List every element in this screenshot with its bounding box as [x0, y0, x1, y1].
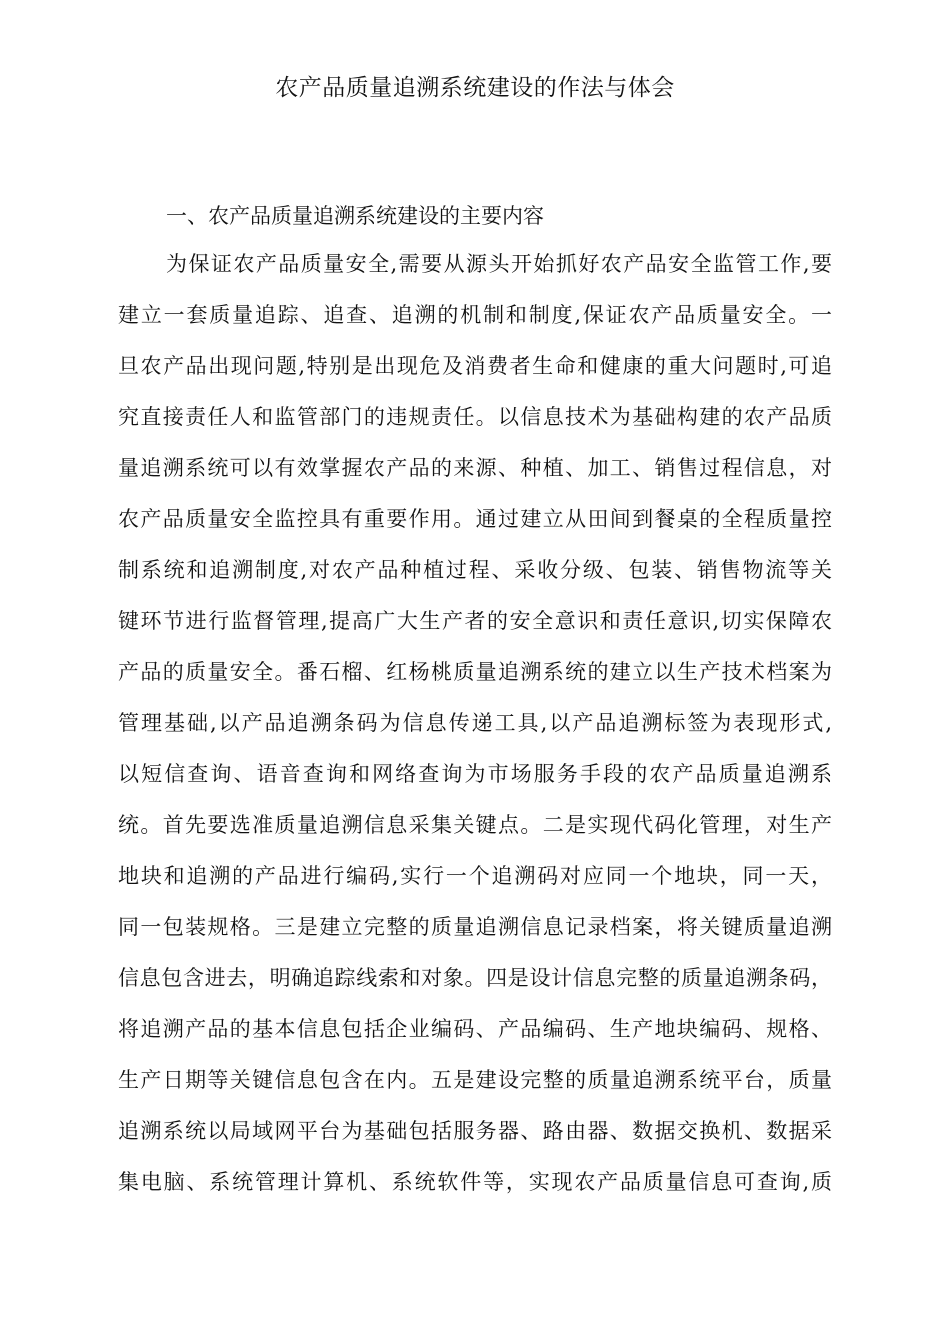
document-title: 农产品质量追溯系统建设的作法与体会 [275, 75, 675, 101]
section-heading: 一、农产品质量追溯系统建设的主要内容 [166, 204, 544, 228]
text-line: 产品的质量安全。番石榴、红杨桃质量追溯系统的建立以生产技术档案为 [118, 660, 832, 684]
text-line: 农产品质量安全监控具有重要作用。通过建立从田间到餐桌的全程质量控 [118, 507, 832, 531]
text-line: 为保证农产品质量安全,需要从源头开始抓好农产品安全监管工作,要 [166, 252, 832, 276]
text-line: 集电脑、系统管理计算机、系统软件等，实现农产品质量信息可查询,质 [118, 1170, 832, 1194]
text-line: 生产日期等关键信息包含在内。五是建设完整的质量追溯系统平台，质量 [118, 1068, 832, 1092]
text-line: 制系统和追溯制度,对农产品种植过程、采收分级、包装、销售物流等关 [118, 558, 832, 582]
text-line: 地块和追溯的产品进行编码,实行一个追溯码对应同一个地块，同一天， [118, 864, 832, 888]
text-line: 将追溯产品的基本信息包括企业编码、产品编码、生产地块编码、规格、 [118, 1017, 832, 1041]
text-line: 追溯系统以局域网平台为基础包括服务器、路由器、数据交换机、数据采 [118, 1119, 832, 1143]
body-paragraph [118, 246, 832, 1215]
text-line: 键环节进行监督管理,提高广大生产者的安全意识和责任意识,切实保障农 [118, 609, 832, 633]
text-line: 同一包装规格。三是建立完整的质量追溯信息记录档案，将关键质量追溯 [118, 915, 832, 939]
text-line: 量追溯系统可以有效掌握农产品的来源、种植、加工、销售过程信息，对 [118, 456, 832, 480]
text-line: 以短信查询、语音查询和网络查询为市场服务手段的农产品质量追溯系 [118, 762, 832, 786]
text-line: 究直接责任人和监管部门的违规责任。以信息技术为基础构建的农产品质 [118, 405, 832, 429]
text-line: 旦农产品出现问题,特别是出现危及消费者生命和健康的重大问题时,可追 [118, 354, 832, 378]
text-line: 建立一套质量追踪、追查、追溯的机制和制度,保证农产品质量安全。一 [118, 303, 832, 327]
text-line: 信息包含进去，明确追踪线索和对象。四是设计信息完整的质量追溯条码， [118, 966, 832, 990]
text-line: 统。首先要选准质量追溯信息采集关键点。二是实现代码化管理，对生产 [118, 813, 832, 837]
text-line: 管理基础,以产品追溯条码为信息传递工具,以产品追溯标签为表现形式, [118, 711, 832, 735]
